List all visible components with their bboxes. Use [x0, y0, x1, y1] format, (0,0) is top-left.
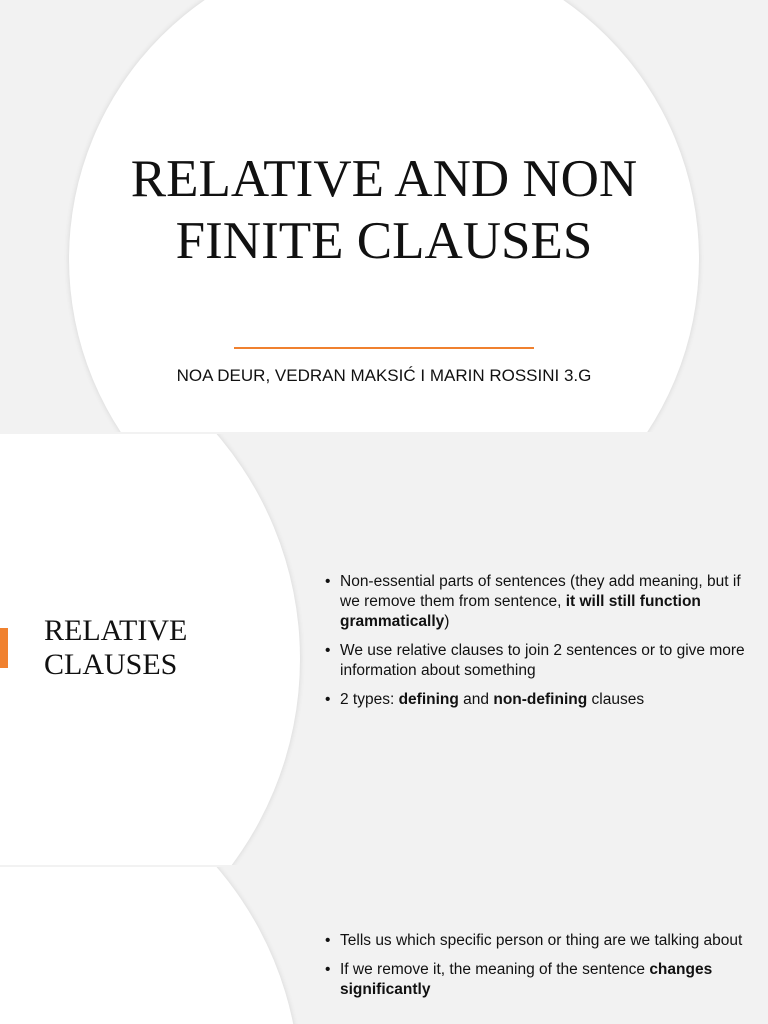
accent-bar [0, 628, 8, 668]
defining-clauses-slide [0, 867, 768, 1024]
bullet-text: clauses [587, 691, 645, 708]
title-slide [0, 0, 768, 432]
presentation-title [0, 148, 768, 272]
bullet-bold-text: it will still function grammatically [340, 593, 701, 630]
accent-divider [234, 347, 534, 349]
bullet-list [322, 931, 752, 1009]
bullet-text: Tells us which specific person or thing are we talking about [340, 932, 743, 949]
bullet-bold-text: changes significantly [340, 961, 713, 998]
relative-clauses-slide [0, 434, 768, 865]
bullet-bold-text: non-defining [493, 691, 588, 708]
bullet-bold-text: defining [398, 691, 459, 708]
section-title [44, 614, 187, 682]
section-title-line-1: RELATIVE [44, 614, 188, 647]
bullet-text: If we remove it, the meaning of the sentence [340, 961, 650, 978]
bullet-text: ) [444, 613, 450, 630]
bullet-text: 2 types: [340, 691, 399, 708]
authors-subtitle: NOA DEUR, VEDRAN MAKSIĆ I MARIN ROSSINI 3.G [176, 366, 592, 385]
bullet-item [322, 641, 752, 681]
bullet-list [322, 572, 752, 719]
section-circle [0, 867, 300, 1024]
title-line-1: RELATIVE AND NON [130, 150, 638, 208]
bullet-text: Non-essential parts of sentences (they add meaning, but if we remove them from sentence, [340, 573, 741, 610]
bullet-item [322, 690, 752, 710]
bullet-item [322, 960, 752, 1000]
bullet-item [322, 572, 752, 632]
section-title-line-2: CLAUSES [44, 648, 178, 681]
bullet-text: and [458, 691, 494, 708]
bullet-item [322, 931, 752, 951]
bullet-text: We use relative clauses to join 2 sentences or to give more information about something [340, 642, 745, 679]
title-line-2: FINITE CLAUSES [175, 212, 593, 270]
